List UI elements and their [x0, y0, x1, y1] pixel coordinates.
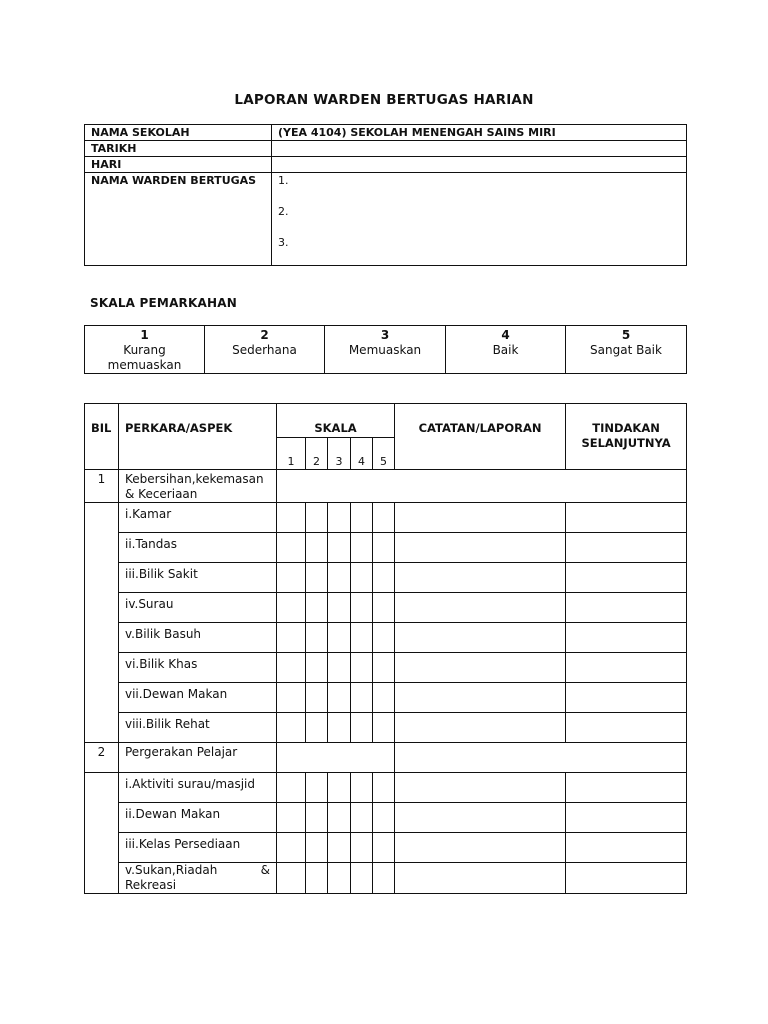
header-bil: BIL [85, 404, 119, 470]
score-cell-5[interactable] [373, 533, 395, 563]
score-cell-5[interactable] [373, 653, 395, 683]
item-label-part: v.Sukan,Riadah [125, 863, 218, 877]
scale-number: 2 [260, 328, 269, 342]
section-number: 1 [85, 470, 119, 503]
score-cell-1[interactable] [277, 563, 306, 593]
score-cell-4[interactable] [351, 863, 373, 894]
info-label-warden: NAMA WARDEN BERTUGAS [85, 173, 272, 266]
notes-cell[interactable] [395, 833, 566, 863]
item-bil-blank [85, 503, 119, 743]
action-cell[interactable] [566, 563, 687, 593]
notes-cell[interactable] [395, 503, 566, 533]
warden-slot-2: 2. [278, 205, 289, 218]
score-cell-2[interactable] [306, 623, 328, 653]
scale-row [85, 326, 687, 374]
header-scale-3: 3 [328, 438, 351, 470]
info-row [85, 157, 687, 173]
header-perkara: PERKARA/ASPEK [119, 404, 277, 470]
score-cell-1[interactable] [277, 803, 306, 833]
scale-description: Baik [492, 343, 519, 357]
score-cell-3[interactable] [328, 863, 351, 894]
scale-cell-1 [85, 326, 205, 374]
header-row [85, 404, 687, 438]
section-blank-cell[interactable] [277, 470, 687, 503]
score-cell-2[interactable] [306, 503, 328, 533]
info-value-day[interactable] [272, 157, 687, 173]
score-cell-2[interactable] [306, 833, 328, 863]
header-tindakan: TINDAKAN SELANJUTNYA [566, 404, 687, 470]
item-label-part: & [260, 863, 270, 877]
scale-description: Memuaskan [348, 343, 422, 357]
score-cell-5[interactable] [373, 803, 395, 833]
item-bil-blank [85, 773, 119, 894]
item-row [85, 533, 687, 563]
score-cell-5[interactable] [373, 863, 395, 894]
info-label-day: HARI [85, 157, 272, 173]
section-row [85, 743, 687, 773]
item-row [85, 563, 687, 593]
header-catatan: CATATAN/LAPORAN [395, 404, 566, 470]
score-cell-3[interactable] [328, 713, 351, 743]
score-cell-2[interactable] [306, 593, 328, 623]
item-label-line [125, 863, 270, 878]
scale-cell-5 [566, 326, 687, 374]
info-row [85, 173, 687, 266]
scoring-scale-table [84, 325, 687, 374]
score-cell-4[interactable] [351, 683, 373, 713]
scale-heading: SKALA PEMARKAHAN [90, 296, 237, 310]
action-cell[interactable] [566, 533, 687, 563]
item-label: i.Kamar [119, 503, 277, 533]
score-cell-1[interactable] [277, 713, 306, 743]
notes-cell[interactable] [395, 803, 566, 833]
scale-number: 5 [621, 328, 631, 342]
score-cell-2[interactable] [306, 653, 328, 683]
item-row [85, 803, 687, 833]
score-cell-2[interactable] [306, 863, 328, 894]
info-value-school[interactable]: (YEA 4104) SEKOLAH MENENGAH SAINS MIRI [272, 125, 687, 141]
school-info-table [84, 124, 687, 266]
item-label: iv.Surau [119, 593, 277, 623]
score-cell-4[interactable] [351, 653, 373, 683]
item-label: iii.Bilik Sakit [119, 563, 277, 593]
score-cell-3[interactable] [328, 653, 351, 683]
score-cell-5[interactable] [373, 773, 395, 803]
action-cell[interactable] [566, 863, 687, 894]
score-cell-1[interactable] [277, 833, 306, 863]
score-cell-1[interactable] [277, 503, 306, 533]
scale-description: Kurang memuaskan [107, 343, 182, 372]
action-cell[interactable] [566, 713, 687, 743]
scale-cell-3 [325, 326, 446, 374]
score-cell-4[interactable] [351, 563, 373, 593]
scale-description: Sangat Baik [590, 343, 662, 357]
notes-cell[interactable] [395, 773, 566, 803]
score-cell-4[interactable] [351, 503, 373, 533]
item-row [85, 683, 687, 713]
score-cell-2[interactable] [306, 803, 328, 833]
score-cell-3[interactable] [328, 683, 351, 713]
notes-cell[interactable] [395, 593, 566, 623]
item-label: viii.Bilik Rehat [119, 713, 277, 743]
score-cell-1[interactable] [277, 653, 306, 683]
score-cell-5[interactable] [373, 623, 395, 653]
section-number: 2 [85, 743, 119, 773]
inspection-table [84, 403, 687, 894]
header-scale-4: 4 [351, 438, 373, 470]
score-cell-4[interactable] [351, 833, 373, 863]
scale-cell-4 [446, 326, 566, 374]
action-cell[interactable] [566, 803, 687, 833]
score-cell-2[interactable] [306, 563, 328, 593]
item-row [85, 833, 687, 863]
score-cell-1[interactable] [277, 623, 306, 653]
score-cell-3[interactable] [328, 803, 351, 833]
info-row [85, 141, 687, 157]
score-cell-3[interactable] [328, 503, 351, 533]
notes-cell[interactable] [395, 563, 566, 593]
item-row [85, 863, 687, 894]
action-cell[interactable] [566, 503, 687, 533]
header-scale-2: 2 [306, 438, 328, 470]
section-title: Pergerakan Pelajar [119, 743, 277, 773]
item-label [119, 863, 277, 894]
score-cell-5[interactable] [373, 833, 395, 863]
warden-slot-3: 3. [278, 236, 289, 249]
item-row [85, 713, 687, 743]
score-cell-3[interactable] [328, 773, 351, 803]
score-cell-2[interactable] [306, 713, 328, 743]
scale-cell-2 [205, 326, 325, 374]
inspection-table-body [85, 470, 687, 894]
score-cell-1[interactable] [277, 683, 306, 713]
header-scale-1: 1 [277, 438, 306, 470]
item-label: i.Aktiviti surau/masjid [119, 773, 277, 803]
score-cell-4[interactable] [351, 593, 373, 623]
score-cell-1[interactable] [277, 593, 306, 623]
item-label: ii.Dewan Makan [119, 803, 277, 833]
item-label: vi.Bilik Khas [119, 653, 277, 683]
notes-cell[interactable] [395, 683, 566, 713]
action-cell[interactable] [566, 623, 687, 653]
score-cell-5[interactable] [373, 713, 395, 743]
score-cell-5[interactable] [373, 563, 395, 593]
item-label: v.Bilik Basuh [119, 623, 277, 653]
warden-slot-1: 1. [278, 174, 289, 187]
score-cell-5[interactable] [373, 683, 395, 713]
notes-cell[interactable] [395, 653, 566, 683]
scale-number: 1 [140, 328, 149, 342]
score-cell-4[interactable] [351, 533, 373, 563]
action-cell[interactable] [566, 833, 687, 863]
notes-cell[interactable] [395, 623, 566, 653]
item-label: iii.Kelas Persediaan [119, 833, 277, 863]
score-cell-4[interactable] [351, 623, 373, 653]
score-cell-3[interactable] [328, 623, 351, 653]
score-cell-1[interactable] [277, 863, 306, 894]
notes-cell[interactable] [395, 533, 566, 563]
item-row [85, 653, 687, 683]
section-title: Kebersihan,kekemasan & Keceriaan [119, 470, 277, 503]
info-label-date: TARIKH [85, 141, 272, 157]
section-row [85, 470, 687, 503]
score-cell-2[interactable] [306, 773, 328, 803]
item-label: vii.Dewan Makan [119, 683, 277, 713]
item-row [85, 623, 687, 653]
item-label: ii.Tandas [119, 533, 277, 563]
info-value-date[interactable] [272, 141, 687, 157]
header-scale-5: 5 [373, 438, 395, 470]
item-row [85, 773, 687, 803]
scale-description: Sederhana [232, 343, 297, 357]
item-label-line: Rekreasi [125, 878, 177, 892]
score-cell-1[interactable] [277, 773, 306, 803]
score-cell-3[interactable] [328, 563, 351, 593]
page-title: LAPORAN WARDEN BERTUGAS HARIAN [234, 92, 534, 108]
score-cell-3[interactable] [328, 533, 351, 563]
scale-number: 4 [501, 328, 510, 342]
score-cell-4[interactable] [351, 773, 373, 803]
item-row [85, 593, 687, 623]
score-cell-3[interactable] [328, 593, 351, 623]
score-cell-4[interactable] [351, 803, 373, 833]
score-cell-2[interactable] [306, 683, 328, 713]
score-cell-3[interactable] [328, 833, 351, 863]
section-blank-cell[interactable] [277, 743, 395, 773]
score-cell-2[interactable] [306, 533, 328, 563]
score-cell-5[interactable] [373, 503, 395, 533]
action-cell[interactable] [566, 653, 687, 683]
info-row [85, 125, 687, 141]
action-cell[interactable] [566, 593, 687, 623]
action-cell[interactable] [566, 683, 687, 713]
score-cell-4[interactable] [351, 713, 373, 743]
section-blank-cell[interactable] [395, 743, 687, 773]
info-label-school: NAMA SEKOLAH [85, 125, 272, 141]
action-cell[interactable] [566, 773, 687, 803]
item-row [85, 503, 687, 533]
scale-number: 3 [380, 328, 390, 342]
notes-cell[interactable] [395, 713, 566, 743]
score-cell-5[interactable] [373, 593, 395, 623]
header-skala: SKALA [277, 404, 395, 438]
notes-cell[interactable] [395, 863, 566, 894]
score-cell-1[interactable] [277, 533, 306, 563]
info-value-warden[interactable] [272, 173, 687, 266]
